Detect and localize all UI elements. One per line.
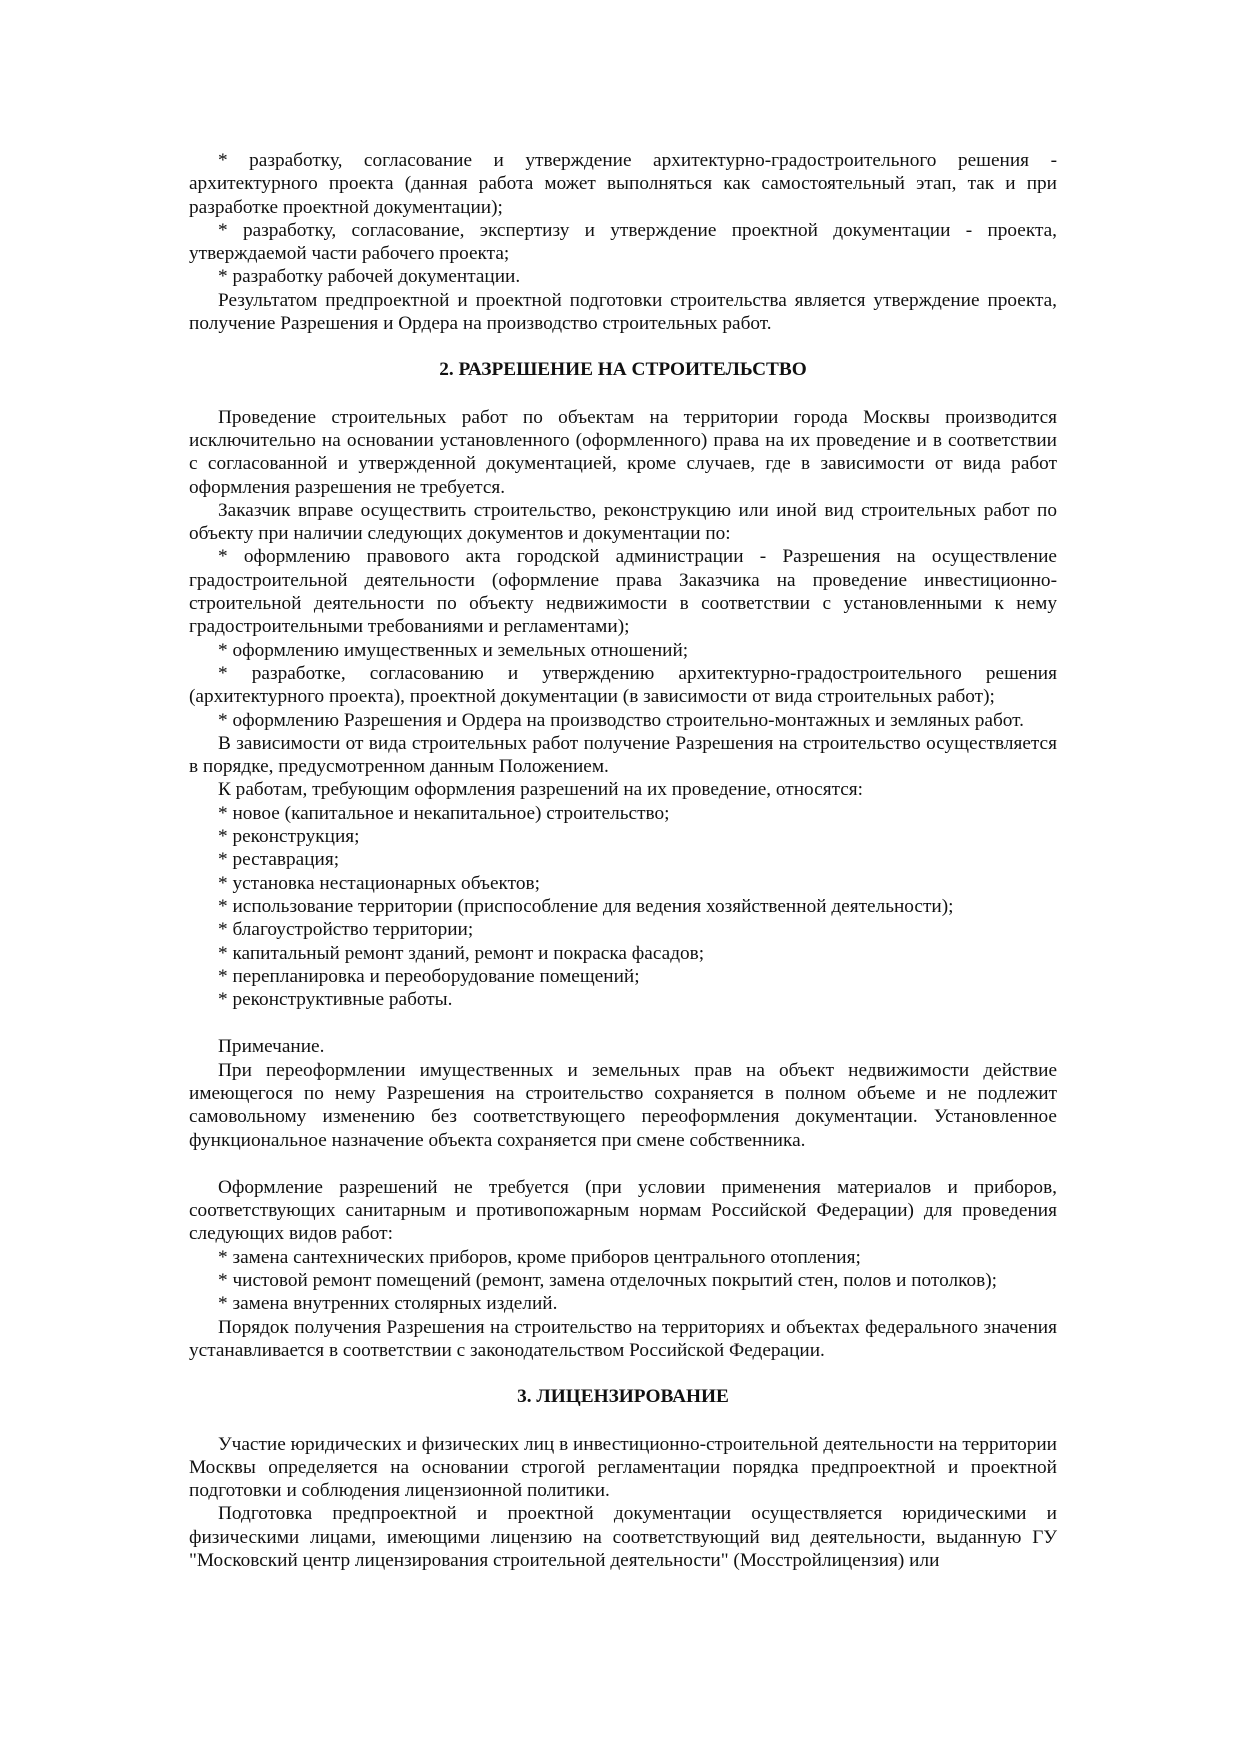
section-3-heading: 3. ЛИЦЕНЗИРОВАНИЕ	[517, 1386, 729, 1408]
list-item-joinery: * замена внутренних столярных изделий.	[218, 1293, 558, 1315]
paragraph-s1-4: Результатом предпроектной и проектной подготовки строительства является утверждение проекта, получение Разрешения и Ордера на производство строительных работ.	[189, 289, 1057, 335]
list-item-s2-new-construction: * новое (капитальное и некапитальное) строительство;	[218, 802, 670, 824]
paragraph-s2-2: Заказчик вправе осуществить строительство, реконструкцию или иной вид строительных работ по объекту при наличии следующих документов и документации по:	[189, 499, 1057, 545]
list-item-s2-landscaping: * благоустройство территории;	[218, 919, 474, 941]
note-label: Примечание.	[218, 1036, 325, 1058]
list-item-s2-legal-act: * оформлению правового акта городской администрации - Разрешения на осуществление градостроительной деятельности (оформление права Заказчика на проведение инвестиционно-строительной деятельности по объекту недвижимости в соответствии с установленными к нему градостроительными требованиями и регламентами);	[189, 546, 1057, 638]
paragraph-s2-1: Проведение строительных работ по объектам на территории города Москвы производится исключительно на основании установленного (оформленного) права на их проведение и в соответствии с согласованной и утвержденной документацией, кроме случаев, где в зависимости от вида работ оформления разрешения не требуется.	[189, 406, 1057, 498]
paragraph-no-permit: Оформление разрешений не требуется (при условии применения материалов и приборов, соответствующих санитарным и противопожарным нормам Российской Федерации) для проведения следующих видов работ:	[189, 1176, 1057, 1245]
list-item-s2-order: * оформлению Разрешения и Ордера на производство строительно-монтажных и земляных работ.	[218, 709, 1024, 731]
list-item-s2-reconstructive: * реконструктивные работы.	[218, 989, 453, 1011]
section-2-heading: 2. РАЗРЕШЕНИЕ НА СТРОИТЕЛЬСТВО	[439, 359, 807, 381]
paragraph-s2-3: В зависимости от вида строительных работ получение Разрешения на строительство осуществляется в порядке, предусмотренном данным Положением.	[189, 732, 1057, 778]
list-item-finishing: * чистовой ремонт помещений (ремонт, замена отделочных покрытий стен, полов и потолков);	[218, 1270, 998, 1292]
note-text: При переоформлении имущественных и земельных прав на объект недвижимости действие имеющегося по нему Разрешения на строительство сохраняется в полном объеме и не подлежит самовольному изменению без соответствующего переоформления документации. Установленное функциональное назначение объекта сохраняется при смене собственника.	[189, 1059, 1057, 1151]
paragraph-s1-3: * разработку рабочей документации.	[218, 266, 521, 288]
list-item-plumbing: * замена сантехнических приборов, кроме приборов центрального отопления;	[218, 1246, 861, 1268]
paragraph-federal: Порядок получения Разрешения на строительство на территориях и объектах федерального значения устанавливается в соответствии с законодательством Российской Федерации.	[189, 1316, 1057, 1361]
list-item-s2-reconstruction: * реконструкция;	[218, 826, 360, 848]
list-item-s2-design: * разработке, согласованию и утверждению архитектурно-градостроительного решения (архитектурного проекта), проектной документации (в зависимости от вида строительных работ);	[189, 662, 1057, 708]
paragraph-s1-2: * разработку, согласование, экспертизу и утверждение проектной документации - проекта, утверждаемой части рабочего проекта;	[189, 219, 1057, 265]
paragraph-s3-1: Участие юридических и физических лиц в инвестиционно-строительной деятельности на территории Москвы определяется на основании строгой регламентации порядка предпроектной и проектной подготовки и соблюдения лицензионной политики.	[189, 1433, 1057, 1502]
paragraph-s3-2: Подготовка предпроектной и проектной документации осуществляется юридическими и физическими лицами, имеющими лицензию на соответствующий вид деятельности, выданную ГУ "Московский центр лицензирования строительной деятельности" (Мосстройлицензия) или	[189, 1503, 1057, 1572]
list-item-s2-capital-repair: * капитальный ремонт зданий, ремонт и покраска фасадов;	[218, 942, 705, 964]
list-item-s2-property: * оформлению имущественных и земельных отношений;	[218, 639, 689, 661]
list-item-s2-restoration: * реставрация;	[218, 849, 340, 871]
list-item-s2-territory-use: * использование территории (приспособление для ведения хозяйственной деятельности);	[218, 895, 954, 917]
paragraph-s1-1: * разработку, согласование и утверждение архитектурно-градостроительного решения - архитектурного проекта (данная работа может выполняться как самостоятельный этап, так и при разработке проектной документации);	[189, 150, 1057, 218]
list-item-s2-nonstationary: * установка нестационарных объектов;	[218, 872, 540, 894]
paragraph-s2-4: К работам, требующим оформления разрешений на их проведение, относятся:	[218, 779, 864, 801]
list-item-s2-replanning: * перепланировка и переоборудование помещений;	[218, 965, 640, 987]
document-page	[189, 149, 1057, 1572]
